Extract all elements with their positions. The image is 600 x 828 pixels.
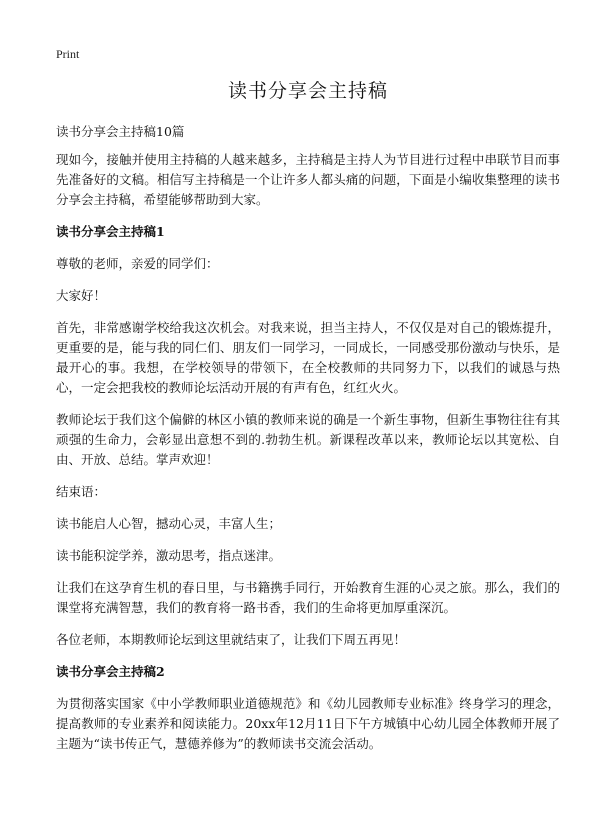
- print-label: Print: [56, 47, 80, 61]
- section-heading-2: 读书分享会主持稿2: [56, 664, 165, 679]
- paragraph-greeting: 尊敬的老师，亲爱的同学们：: [56, 256, 219, 271]
- paragraph-reading-1: 读书能启人心智，撼动心灵，丰富人生；: [56, 516, 282, 531]
- paragraph-hello: 大家好！: [56, 288, 107, 303]
- paragraph-spring: 让我们在这孕育生机的春日里，与书籍携手同行，开始教育生涯的心灵之旅。那么，我们的课堂将充满智慧，我们的教育将一路书香，我们的生命将更加厚重深沉。: [56, 580, 560, 615]
- section-heading-1: 读书分享会主持稿1: [56, 224, 165, 239]
- document-title: 读书分享会主持稿: [227, 80, 388, 102]
- paragraph-opening: 首先，非常感谢学校给我这次机会。对我来说，担当主持人，不仅仅是对自己的锻炼提升，更重要的是，能与我的同仁们、朋友们一同学习，一同成长，一同感受那份激动与快乐，是最开心的事。我想，在学校领导的带领下，在全校教师的共同努力下，以我们的诚恳与热心，一定会把我校的教师论坛活动开展的有声有色，红红火火。: [56, 320, 560, 395]
- paragraph-section2: 为贯彻落实国家《中小学教师职业道德规范》和《幼儿园教师专业标准》终身学习的理念，提高教师的专业素养和阅读能力。20xx年12月11日下午方城镇中心幼儿园全体教师开展了主题为“读书传正气，慧德养修为”的教师读书交流会活动。: [56, 696, 560, 751]
- paragraph-forum: 教师论坛于我们这个偏僻的林区小镇的教师来说的确是一个新生事物，但新生事物往往有其顽强的生命力，会彰显出意想不到的.勃勃生机。新课程改革以来，教师论坛以其宽松、自由、开放、总结。掌声欢迎！: [56, 412, 560, 467]
- paragraph-farewell: 各位老师，本期教师论坛到这里就结束了，让我们下周五再见！: [56, 632, 407, 647]
- paragraph-reading-2: 读书能积淀学养，激动思考，指点迷津。: [56, 548, 282, 563]
- document-subtitle: 读书分享会主持稿10篇: [56, 124, 185, 139]
- paragraph-closing-label: 结束语：: [56, 484, 107, 499]
- intro-paragraph: 现如今，接触并使用主持稿的人越来越多，主持稿是主持人为节目进行过程中串联节目而事先准备好的文稿。相信写主持稿是一个让许多人都头痛的问题，下面是小编收集整理的读书分享会主持稿，希望能够帮助到大家。: [56, 152, 560, 207]
